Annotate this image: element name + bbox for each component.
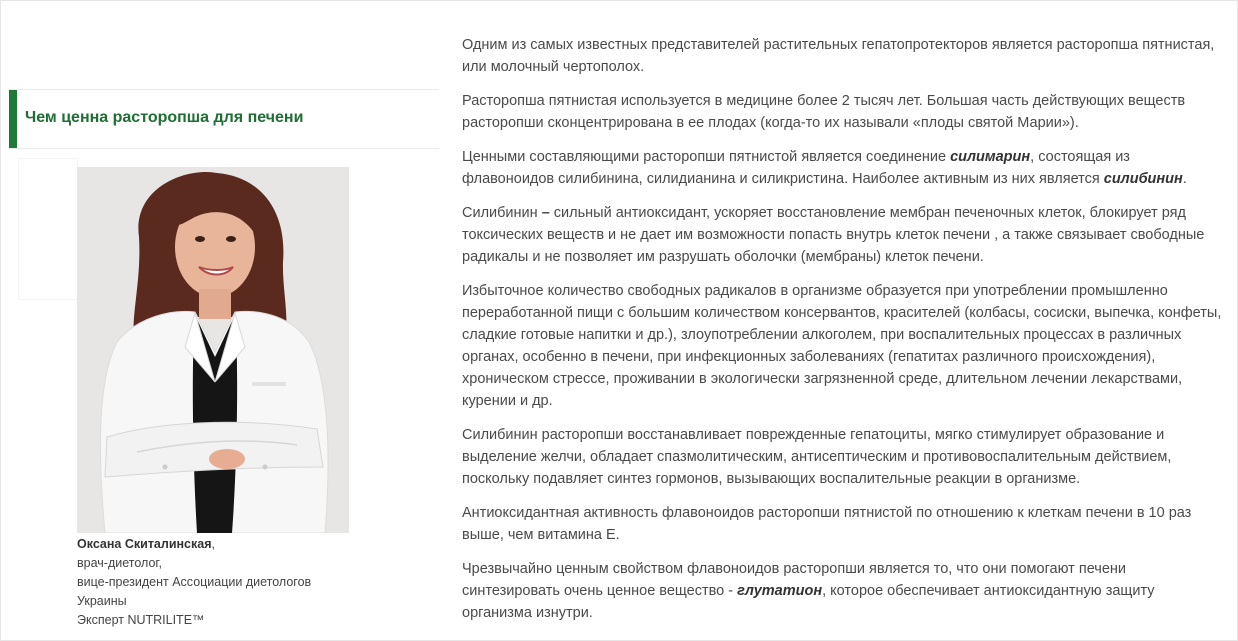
paragraph-8	[462, 558, 1224, 624]
term-silymarin: силимарин	[950, 149, 1031, 165]
sidebar-item-active[interactable]	[9, 89, 439, 149]
term-silibinin: силибинин	[1103, 171, 1183, 187]
top-blank-block	[19, 19, 439, 79]
blank-panel	[19, 159, 77, 299]
article-body	[462, 34, 1224, 636]
author-caption	[77, 535, 377, 630]
author-role: врач-диетолог,	[77, 556, 162, 570]
left-column	[9, 1, 439, 641]
paragraph-8-text-c: , которое обеспечивает антиоксидантную защиту организма изнутри.	[462, 583, 1155, 621]
author-title-line2: Украины	[77, 594, 127, 608]
paragraph-3-text-e: .	[1182, 171, 1187, 187]
paragraph-3-text-c: , состоящая из флавоноидов силибинина, силидианина и силикристина. Наиболее активным из них является	[462, 149, 1130, 187]
term-glutathione: глутатион	[737, 583, 823, 599]
paragraph-5: Избыточное количество свободных радикалов в организме образуется при употреблении промышленно переработанной пищи с большим количеством консервантов, красителей (колбасы, сосиски, выпечка, конфеты, сладкие готовые напитки и др.), злоупотреблении алкоголем, при воспалительных процессах в различных органах, особенно в печени, при инфекционных заболеваниях (гепатитах различного происхождения), хроническом стрессе, проживании в экологически загрязненной среде, длительном лечении лекарствами, курении и др.	[462, 283, 1222, 409]
author-title-line1: вице-президент Ассоциации диетологов	[77, 575, 312, 589]
paragraph-1: Одним из самых известных представителей растительных гепатопротекторов является расторопша пятнистая, или молочный чертополох.	[462, 37, 1215, 75]
active-indicator-bar	[9, 90, 17, 148]
paragraph-2: Расторопша пятнистая используется в медицине более 2 тысяч лет. Большая часть действующих веществ расторопши сконцентрирована в ее плодах (когда-то их называли «плоды святой Марии»).	[462, 93, 1186, 131]
author-photo	[77, 167, 349, 533]
paragraph-7: Антиоксидантная активность флавоноидов расторопши пятнистой по отношению к клеткам печени в 10 раз выше, чем витамина Е.	[462, 505, 1192, 543]
author-name-suffix: ,	[211, 537, 215, 551]
author-name-line	[77, 535, 377, 554]
paragraph-4-dash: –	[541, 205, 550, 221]
paragraph-4-text-a: Силибинин	[462, 205, 542, 221]
author-name: Оксана Скиталинская	[77, 537, 212, 551]
paragraph-4	[462, 202, 1224, 268]
author-portrait-image	[77, 167, 349, 533]
paragraph-6: Силибинин расторопши восстанавливает поврежденные гепатоциты, мягко стимулирует образование и выделение желчи, обладает спазмолитическим, антисептическим и противовоспалительным действием, поскольку подавляет синтез гормонов, вызывающих воспалительные реакции в организме.	[462, 427, 1172, 487]
paragraph-3-text-a: Ценными составляющими расторопши пятнистой является соединение	[462, 149, 951, 165]
sidebar-item-label: Чем ценна расторопша для печени	[25, 109, 304, 126]
paragraph-8-text-a: Чрезвычайно ценным свойством флавоноидов расторопши является то, что они помогают печени синтезировать очень ценное вещество -	[462, 561, 1127, 599]
paragraph-3	[462, 146, 1224, 190]
author-badge: Эксперт NUTRILITE™	[77, 613, 205, 627]
paragraph-4-text-c: сильный антиоксидант, ускоряет восстановление мембран печеночных клеток, блокирует ряд токсических веществ и не дает им возможности попасть внутрь клеток печени , а также связывает свободные радикалы и не позволяет им разрушать оболочки (мембраны) клеток печени.	[462, 205, 1205, 265]
